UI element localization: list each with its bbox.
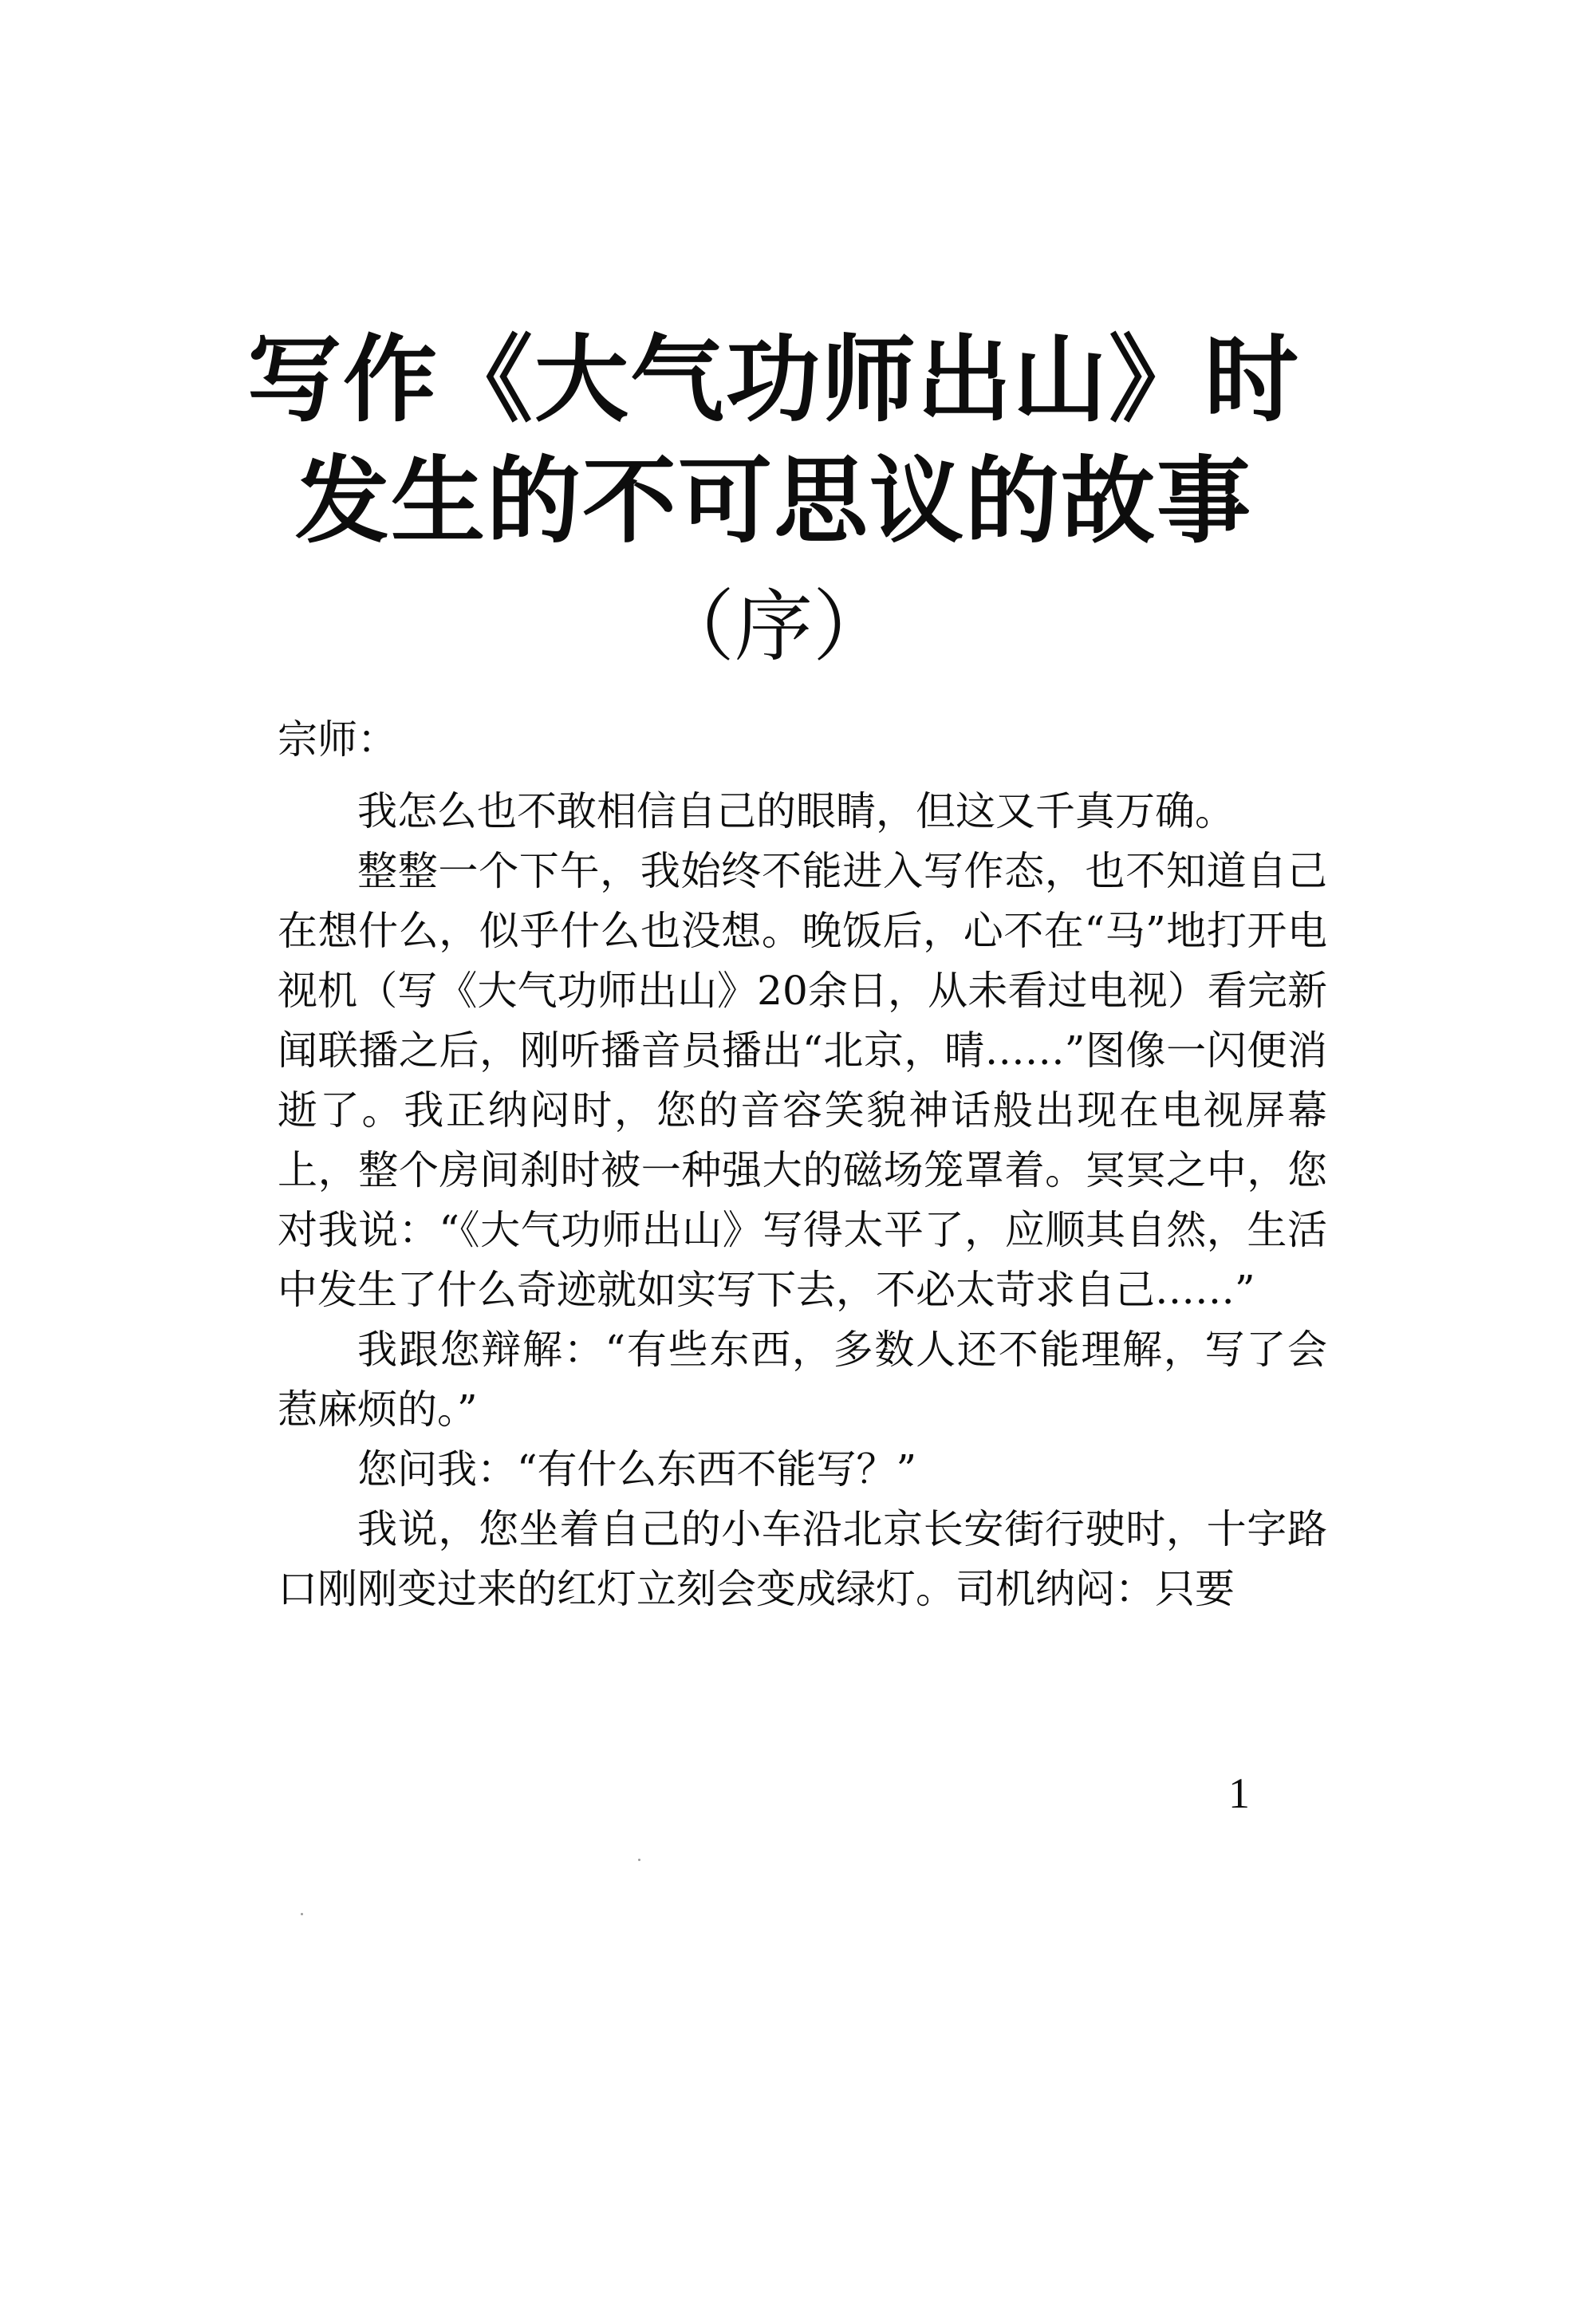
body-text	[278, 710, 1327, 1619]
salutation: 宗师：	[278, 716, 397, 763]
title-line-1: 写作《大气功师出山》时	[246, 325, 1300, 435]
title-block	[0, 319, 1547, 691]
title-line-2: 发生的不可思议的故事	[294, 446, 1252, 556]
scan-speck	[301, 1913, 303, 1915]
paragraph-3: 我跟您辩解：“有些东西，多数人还不能理解，写了会惹麻烦的。”	[278, 1327, 1327, 1433]
paragraph-2: 整整一个下午，我始终不能进入写作态，也不知道自己在想什么，似乎什么也没想。晚饭后，心不在“马”地打开电视机（写《大气功师出山》20余日，从未看过电视）看完新闻联播之后，刚听播音员播出“北京，晴……”图像一闪便消逝了。我正纳闷时，您的音容笑貌神话般出现在电视屏幕上，整个房间刹时被一种强大的磁场笼罩着。冥冥之中，您对我说：“《大气功师出山》写得太平了，应顺其自然，生活中发生了什么奇迹就如实写下去，不必太苛求自己……”	[278, 848, 1327, 1313]
paragraph-1: 我怎么也不敢相信自己的眼睛，但这又千真万确。	[357, 788, 1235, 834]
paragraph-4: 您问我：“有什么东西不能写？”	[357, 1446, 917, 1493]
scan-speck	[638, 1859, 640, 1861]
title-subtitle: （序）	[656, 582, 891, 672]
paragraph-5: 我说，您坐着自己的小车沿北京长安街行驶时，十字路口刚刚变过来的红灯立刻会变成绿灯。司机纳闷：只要	[278, 1506, 1327, 1612]
page-number: 1	[1228, 1769, 1250, 1817]
